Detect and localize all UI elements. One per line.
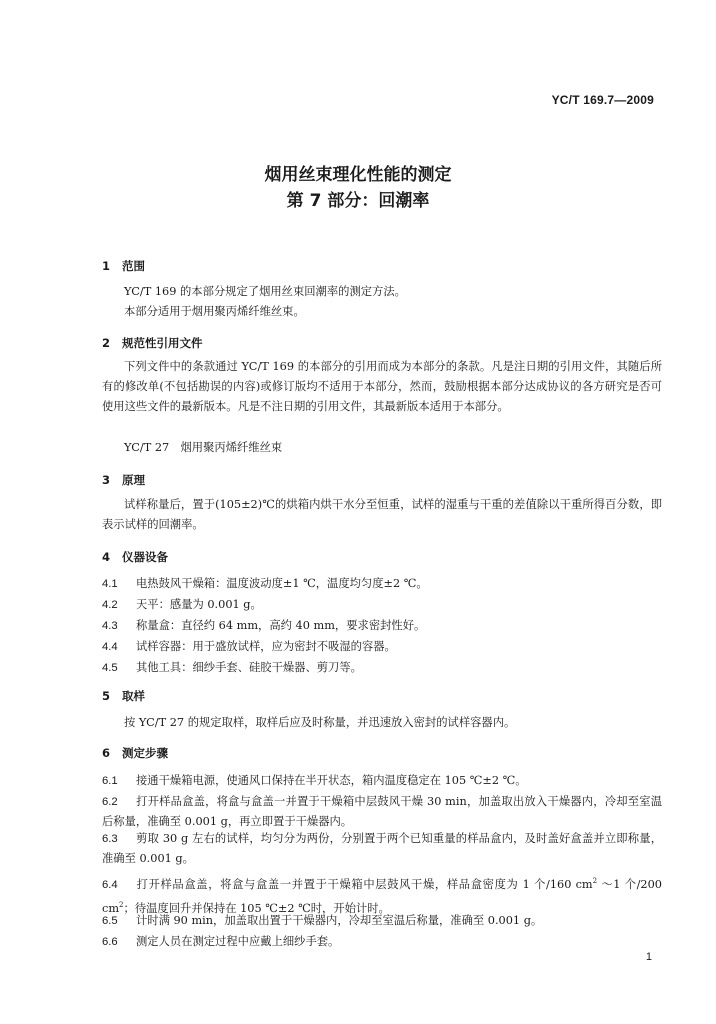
section-1-para-2: 本部分适用于烟用聚丙烯纤维丝束。: [124, 305, 305, 318]
list-item: 4.1 电热鼓风干燥箱：温度波动度±1 ℃，温度均匀度±2 ℃。: [102, 577, 428, 590]
list-item: 4.3 称量盒：直径约 64 mm，高约 40 mm，要求密封性好。: [102, 619, 426, 632]
section-5-para-1: 按 YC/T 27 的规定取样，取样后应及时称量，并迅速放入密封的试样容器内。: [124, 716, 516, 729]
list-item: 6.5 计时满 90 min，加盖取出置于干燥器内，冷却至室温后称量，准确至 0.001 g。: [102, 914, 543, 927]
page-number: 1: [645, 951, 652, 963]
document-subtitle: 第 7 部分：回潮率: [286, 191, 430, 211]
section-5-heading: 5 取样: [102, 689, 145, 703]
section-3-heading: 3 原理: [102, 473, 145, 487]
section-1-heading: 1 范围: [102, 259, 145, 273]
list-item: 6.1 接通干燥箱电源，使通风口保持在半开状态，箱内温度稳定在 105 ℃±2 ℃。: [102, 774, 527, 787]
standard-code: YC/T 169.7—2009: [551, 93, 654, 107]
list-item: 4.2 天平：感量为 0.001 g。: [102, 598, 262, 611]
section-4-heading: 4 仪器设备: [102, 550, 168, 564]
list-item: 6.3 剪取 30 g 左右的试样，均匀分为两份，分别置于两个已知重量的样品盒内，及时盖好盒盖并立即称量，准确至 0.001 g。: [102, 832, 662, 865]
section-2-para-1: 下列文件中的条款通过 YC/T 169 的本部分的引用而成为本部分的条款。凡是注日期的引用文件，其随后所有的修改单(不包括勘误的内容)或修订版均不适用于本部分，然而，鼓励根据本部分达成协议的各方研究是否可使用这些文件的最新版本。凡是不注日期的引用文件，其最新版本适用于本部分。: [102, 360, 662, 413]
section-2-heading: 2 规范性引用文件: [102, 336, 203, 350]
document-title: 烟用丝束理化性能的测定: [264, 165, 452, 185]
list-item: 6.4 打开样品盒盖，将盒与盒盖一并置于干燥箱中层鼓风干燥，样品盒密度为 1 个/160 $cm^2$ ～1 个/200 $cm^2$；待温度回升并保持在 105 ℃±2 ℃时，开始计时。: [102, 877, 662, 915]
list-item: 6.2 打开样品盒盖，将盒与盒盖一并置于干燥箱中层鼓风干燥 30 min，加盖取出放入干燥器内，冷却至室温后称量，准确至 0.001 g，再立即置于干燥器内。: [102, 795, 662, 828]
section-2-reference: YC/T 27 烟用聚丙烯纤维丝束: [124, 441, 283, 454]
section-3-para-1: 试样称量后，置于(105±2)℃的烘箱内烘干水分至恒重，试样的湿重与干重的差值除以干重所得百分数，即表示试样的回潮率。: [102, 498, 662, 531]
section-1-para-1: YC/T 169 的本部分规定了烟用丝束回潮率的测定方法。: [124, 285, 406, 298]
section-6-heading: 6 测定步骤: [102, 746, 168, 760]
list-item: 4.4 试样容器：用于盛放试样，应为密封不吸湿的容器。: [102, 640, 396, 653]
list-item: 4.5 其他工具：细纱手套、硅胶干燥器、剪刀等。: [102, 661, 362, 674]
list-item: 6.6 测定人员在测定过程中应戴上细纱手套。: [102, 935, 340, 948]
